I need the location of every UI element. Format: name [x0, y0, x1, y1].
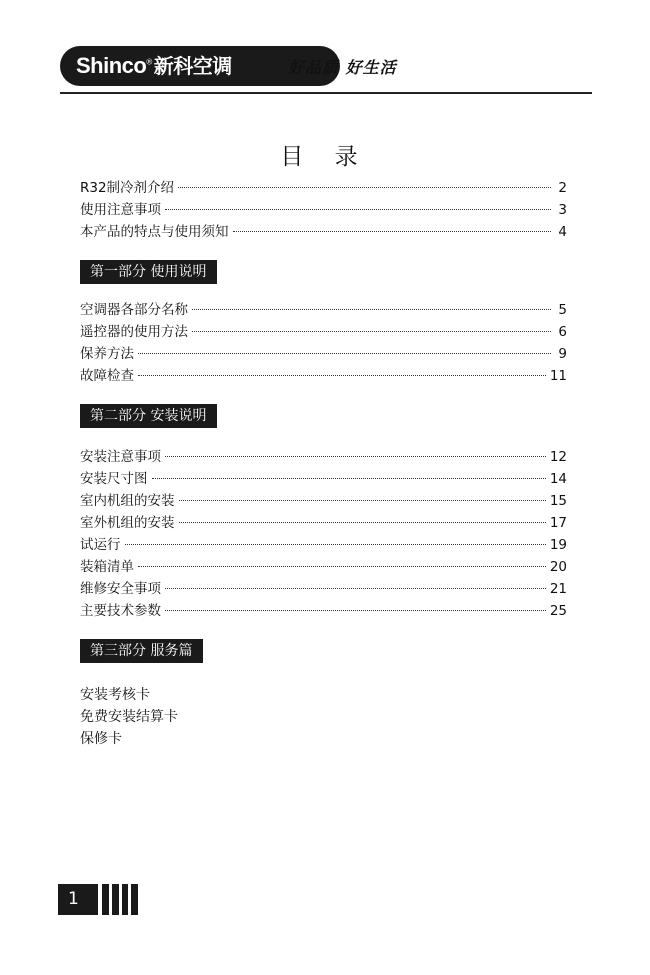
toc-row[interactable]: [80, 599, 567, 621]
list-item[interactable]: 保修卡: [80, 731, 122, 747]
service-list: [80, 684, 178, 750]
toc-row[interactable]: [80, 511, 567, 533]
toc-row[interactable]: [80, 320, 567, 342]
toc-page-number: 2: [558, 180, 567, 196]
brand-name-en: Shinco: [76, 53, 147, 78]
footer-bars: [102, 884, 138, 915]
page-number: 1: [58, 884, 98, 915]
toc-row[interactable]: [80, 220, 567, 242]
page-header: [60, 46, 592, 94]
toc-label: 安装尺寸图: [80, 471, 148, 487]
page-title: 目 录: [280, 144, 370, 170]
toc-row[interactable]: [80, 298, 567, 320]
leader-dots: [125, 544, 546, 545]
toc-page-number: 3: [558, 202, 567, 218]
footer-bar: [112, 884, 119, 915]
toc-label: 空调器各部分名称: [80, 302, 188, 318]
leader-dots: [165, 456, 546, 457]
toc-label: 保养方法: [80, 346, 134, 362]
toc-label: 试运行: [80, 537, 121, 553]
section-heading-part2: 第二部分 安装说明: [80, 404, 217, 428]
toc-label: 安装注意事项: [80, 449, 161, 465]
toc-row[interactable]: [80, 342, 567, 364]
toc-page-number: 17: [549, 515, 567, 531]
leader-dots: [138, 566, 546, 567]
toc-page-number: 6: [558, 324, 567, 340]
toc-row[interactable]: [80, 555, 567, 577]
brand-registered-mark: ®: [146, 57, 152, 67]
leader-dots: [165, 588, 546, 589]
toc-label: 装箱清单: [80, 559, 134, 575]
list-item[interactable]: 安装考核卡: [80, 687, 150, 703]
toc-page-number: 9: [558, 346, 567, 362]
leader-dots: [233, 231, 552, 232]
toc-row[interactable]: [80, 445, 567, 467]
toc-row[interactable]: [80, 176, 567, 198]
toc-page-number: 25: [549, 603, 567, 619]
toc-row[interactable]: [80, 489, 567, 511]
toc-row[interactable]: [80, 467, 567, 489]
toc-page-number: 11: [549, 368, 567, 384]
toc-row[interactable]: [80, 533, 567, 555]
brand-name-cn: 新科空调: [153, 56, 232, 78]
toc-row[interactable]: [80, 577, 567, 599]
toc-row[interactable]: [80, 364, 567, 386]
leader-dots: [138, 375, 546, 376]
toc-page-number: 5: [558, 302, 567, 318]
toc-page-number: 12: [549, 449, 567, 465]
toc-page-number: 4: [558, 224, 567, 240]
section-heading-part1: 第一部分 使用说明: [80, 260, 217, 284]
brand-logo: [76, 50, 232, 79]
toc-page-number: 21: [549, 581, 567, 597]
toc-page-number: 14: [549, 471, 567, 487]
toc-label: 室内机组的安装: [80, 493, 175, 509]
toc-page-number: 20: [549, 559, 567, 575]
leader-dots: [178, 187, 551, 188]
toc-label: 主要技术参数: [80, 603, 161, 619]
footer-bar: [131, 884, 138, 915]
leader-dots: [152, 478, 546, 479]
leader-dots: [165, 209, 551, 210]
toc-label: 本产品的特点与使用须知: [80, 224, 229, 240]
leader-dots: [165, 610, 546, 611]
toc-part1: [80, 298, 567, 386]
toc-label: 遥控器的使用方法: [80, 324, 188, 340]
header-divider: [60, 92, 592, 94]
leader-dots: [179, 500, 546, 501]
toc-label: R32制冷剂介绍: [80, 180, 175, 196]
section-heading-part3: 第三部分 服务篇: [80, 639, 203, 663]
toc-label: 故障检查: [80, 368, 134, 384]
leader-dots: [192, 309, 551, 310]
toc-part2: [80, 445, 567, 621]
slogan: 好品质 好生活: [288, 58, 397, 77]
leader-dots: [138, 353, 551, 354]
toc-page-number: 19: [549, 537, 567, 553]
toc-intro: [80, 176, 567, 242]
toc-label: 使用注意事项: [80, 202, 161, 218]
footer-bar: [102, 884, 109, 915]
toc-page-number: 15: [549, 493, 567, 509]
toc-label: 维修安全事项: [80, 581, 161, 597]
list-item[interactable]: 免费安装结算卡: [80, 709, 178, 725]
leader-dots: [179, 522, 546, 523]
toc-label: 室外机组的安装: [80, 515, 175, 531]
toc-row[interactable]: [80, 198, 567, 220]
leader-dots: [192, 331, 551, 332]
footer-bar: [122, 884, 129, 915]
